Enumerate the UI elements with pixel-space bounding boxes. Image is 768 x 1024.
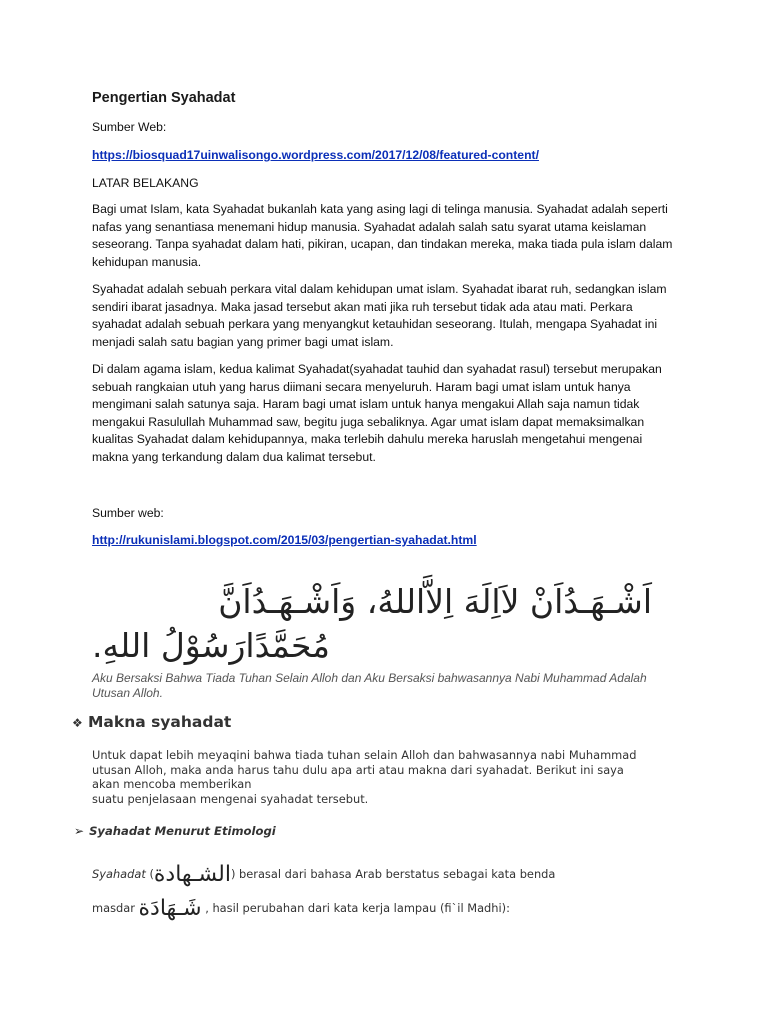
etimologi-line-1-rest: ) berasal dari bahasa Arab berstatus sebagai kata benda — [230, 867, 556, 881]
source-url-1-link[interactable]: https://biosquad17uinwalisongo.wordpress.com/2017/12/08/featured-content/ — [92, 148, 539, 162]
page-title: Pengertian Syahadat — [92, 90, 236, 106]
etimologi-heading — [74, 824, 276, 838]
etimologi-word: Syahadat — [92, 867, 146, 881]
paragraph-1: Bagi umat Islam, kata Syahadat bukanlah kata yang asing lagi di telinga manusia. Syahadat adalah seperti nafas yang senantiasa menemani hidup manusia. Syahadat adalah salah satu syarat utama keislaman seseorang. Tanpa syahadat dalam hati, pikiran, ucapan, dan tindakan mereka, maka tiada pula islam dalam kehidupan manusia. — [92, 202, 673, 269]
arabic-syahadah-word: الشـهادة — [153, 862, 231, 887]
section-label: LATAR BELAKANG — [92, 176, 199, 190]
masdar-word: masdar — [92, 901, 139, 915]
diamond-bullet-icon: ❖ — [72, 716, 83, 730]
arabic-shahada-line-1: اَشْـهَـدُاَنْ لاَاِلَهَ اِلاَّاللهُ، وَاَشْـهَـدُاَنَّ — [218, 582, 652, 621]
etimologi-paren-open: ( — [145, 867, 154, 881]
makna-paragraph — [92, 748, 652, 806]
source-url-1-wrap — [92, 147, 682, 165]
arabic-masdar-word: شَـهَادَة — [138, 896, 202, 921]
makna-text-a: Untuk dapat lebih meyaqini bahwa tiada tuhan selain Alloh dan bahwasannya nabi Muhammad utusan Alloh, maka anda harus tahu dulu apa arti atau makna dari syahadat. Berikut ini saya akan mencoba memberikan — [92, 748, 637, 791]
makna-text-b: suatu penjelasaan mengenai syahadat tersebut. — [92, 791, 369, 806]
source-label-2: Sumber web: — [92, 506, 164, 520]
shahada-translation: Aku Bersaksi Bahwa Tiada Tuhan Selain Alloh dan Aku Bersaksi bahwasannya Nabi Muhammad Adalah Utusan Alloh. — [92, 671, 647, 700]
source-url-2-link[interactable]: http://rukunislami.blogspot.com/2015/03/pengertian-syahadat.html — [92, 533, 477, 547]
arrow-bullet-icon: ➢ — [74, 824, 85, 838]
arabic-shahada-line-2: مُحَمَّدًارَسُوْلُ اللهِ. — [92, 626, 330, 665]
etimologi-line-1 — [92, 862, 555, 887]
etimologi-line-2-rest: , hasil perubahan dari kata kerja lampau (fi`il Madhi): — [201, 901, 510, 915]
makna-heading-text: Makna syahadat — [88, 713, 232, 731]
etimologi-line-2 — [92, 896, 510, 921]
source-label-1: Sumber Web: — [92, 120, 167, 134]
paragraph-3: Di dalam agama islam, kedua kalimat Syahadat(syahadat tauhid dan syahadat rasul) tersebut merupakan sebuah rangkaian utuh yang harus diimani secara menyeluruh. Haram bagi umat islam untuk hanya mengimani salah satunya saja. Haram bagi umat islam untuk hanya mengakui Allah saja namun tidak mengakui Rasulullah Muhammad saw, begitu juga sebaliknya. Agar umat islam dapat memaksimalkan kualitas Syahadat dalam kehidupannya, maka terlebih dahulu mereka haruslah mengetahui mengenai makna yang terkandung dalam dua kalimat tersebut. — [92, 362, 662, 464]
source-url-2-wrap — [92, 532, 682, 550]
paragraph-2: Syahadat adalah sebuah perkara vital dalam kehidupan umat islam. Syahadat ibarat ruh, sedangkan islam sendiri ibarat jasadnya. Maka jasad tersebut akan mati jika ruh tersebut tidak ada atau mati. Perkara syahadat adalah sebuah perkara yang menyangkut ketauhidan seseorang. Itulah, mengapa Syahadat ini menjadi salah satu bagian yang primer bagi umat islam. — [92, 282, 667, 349]
makna-heading — [72, 713, 231, 731]
etimologi-heading-text: Syahadat Menurut Etimologi — [89, 824, 276, 838]
